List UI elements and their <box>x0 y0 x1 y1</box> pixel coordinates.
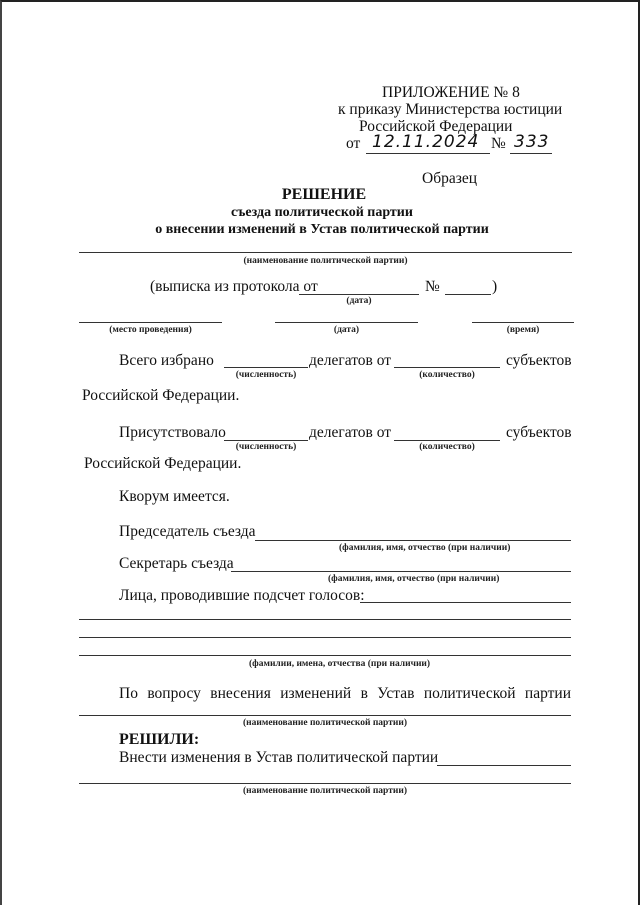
question-party-line[interactable] <box>79 715 571 716</box>
elected-quantity-line[interactable] <box>394 367 500 368</box>
meeting-date-hint: (дата) <box>333 325 360 335</box>
elected-suffix: субъектов <box>506 352 572 369</box>
decision-party-hint: (наименование политической партии) <box>242 786 407 796</box>
order-date-handwritten: 12.11.2024 <box>372 132 480 152</box>
protocol-date-line[interactable] <box>299 294 419 295</box>
question-party-hint: (наименование политической партии) <box>242 718 407 728</box>
appendix-number: ПРИЛОЖЕНИЕ № 8 <box>382 84 520 101</box>
protocol-prefix: (выписка из протокола от <box>150 278 318 295</box>
present-suffix: субъектов <box>506 424 572 441</box>
protocol-number-line[interactable] <box>445 294 491 295</box>
present-middle-text: делегатов от <box>309 424 392 441</box>
meeting-place-line[interactable] <box>79 322 222 323</box>
document-subtitle-2: о внесении изменений в Устав политической партии <box>155 222 489 237</box>
question-text: По вопросу внесения изменений в Устав политической партии <box>119 685 571 702</box>
counters-line-3[interactable] <box>79 637 571 638</box>
meeting-date-line[interactable] <box>275 322 418 323</box>
order-number-handwritten: 333 <box>514 132 550 152</box>
meeting-time-line[interactable] <box>472 322 574 323</box>
present-quantity-hint: (количество) <box>419 442 475 452</box>
date-prefix: от <box>346 135 361 152</box>
counters-label: Лица, проводившие подсчет голосов: <box>119 587 365 604</box>
counters-hint: (фамилии, имена, отчества (при наличии) <box>249 659 431 669</box>
sample-label: Образец <box>422 170 478 187</box>
party-name-hint: (наименование политической партии) <box>243 256 408 266</box>
organization-name: Российской Федерации <box>359 118 513 135</box>
protocol-number-sign: № <box>425 278 440 295</box>
elected-middle-text: делегатов от <box>309 352 392 369</box>
decision-heading: РЕШИЛИ: <box>119 731 200 748</box>
present-label: Присутствовало <box>119 424 226 441</box>
elected-label: Всего избрано <box>119 352 214 369</box>
party-name-line[interactable] <box>79 252 572 253</box>
counters-line-1[interactable] <box>360 602 571 603</box>
elected-continuation: Российской Федерации. <box>82 387 240 404</box>
meeting-place-hint: (место проведения) <box>109 325 192 335</box>
document-title: РЕШЕНИЕ <box>281 186 367 203</box>
chairman-name-hint: (фамилия, имя, отчество (при наличии) <box>339 543 511 553</box>
present-count-line[interactable] <box>224 440 308 441</box>
present-quantity-line[interactable] <box>394 440 500 441</box>
elected-count-line[interactable] <box>224 367 308 368</box>
present-continuation: Российской Федерации. <box>84 455 242 472</box>
present-count-hint: (численность) <box>235 442 297 452</box>
counters-line-2[interactable] <box>79 619 571 620</box>
protocol-date-hint: (дата) <box>346 296 372 306</box>
elected-count-hint: (численность) <box>235 370 297 380</box>
decision-party-line-2[interactable] <box>79 783 571 784</box>
order-date-line <box>366 153 490 154</box>
elected-quantity-hint: (количество) <box>419 370 475 380</box>
decision-text: Внести изменения в Устав политической партии <box>119 749 439 766</box>
number-prefix: № <box>491 135 506 152</box>
meeting-time-hint: (время) <box>506 325 540 335</box>
protocol-suffix: ) <box>492 278 498 295</box>
chairman-label: Председатель съезда <box>119 523 256 540</box>
secretary-name-line[interactable] <box>231 571 571 572</box>
quorum-text: Кворум имеется. <box>119 488 230 505</box>
chairman-name-line[interactable] <box>255 540 571 541</box>
order-reference: к приказу Министерства юстиции <box>338 101 563 118</box>
counters-line-4[interactable] <box>79 655 571 656</box>
secretary-label: Секретарь съезда <box>119 555 234 572</box>
document-subtitle-1: съезда политической партии <box>231 205 413 220</box>
decision-party-line-1[interactable] <box>437 765 571 766</box>
order-number-line <box>510 153 552 154</box>
secretary-name-hint: (фамилия, имя, отчество (при наличии) <box>328 574 500 584</box>
